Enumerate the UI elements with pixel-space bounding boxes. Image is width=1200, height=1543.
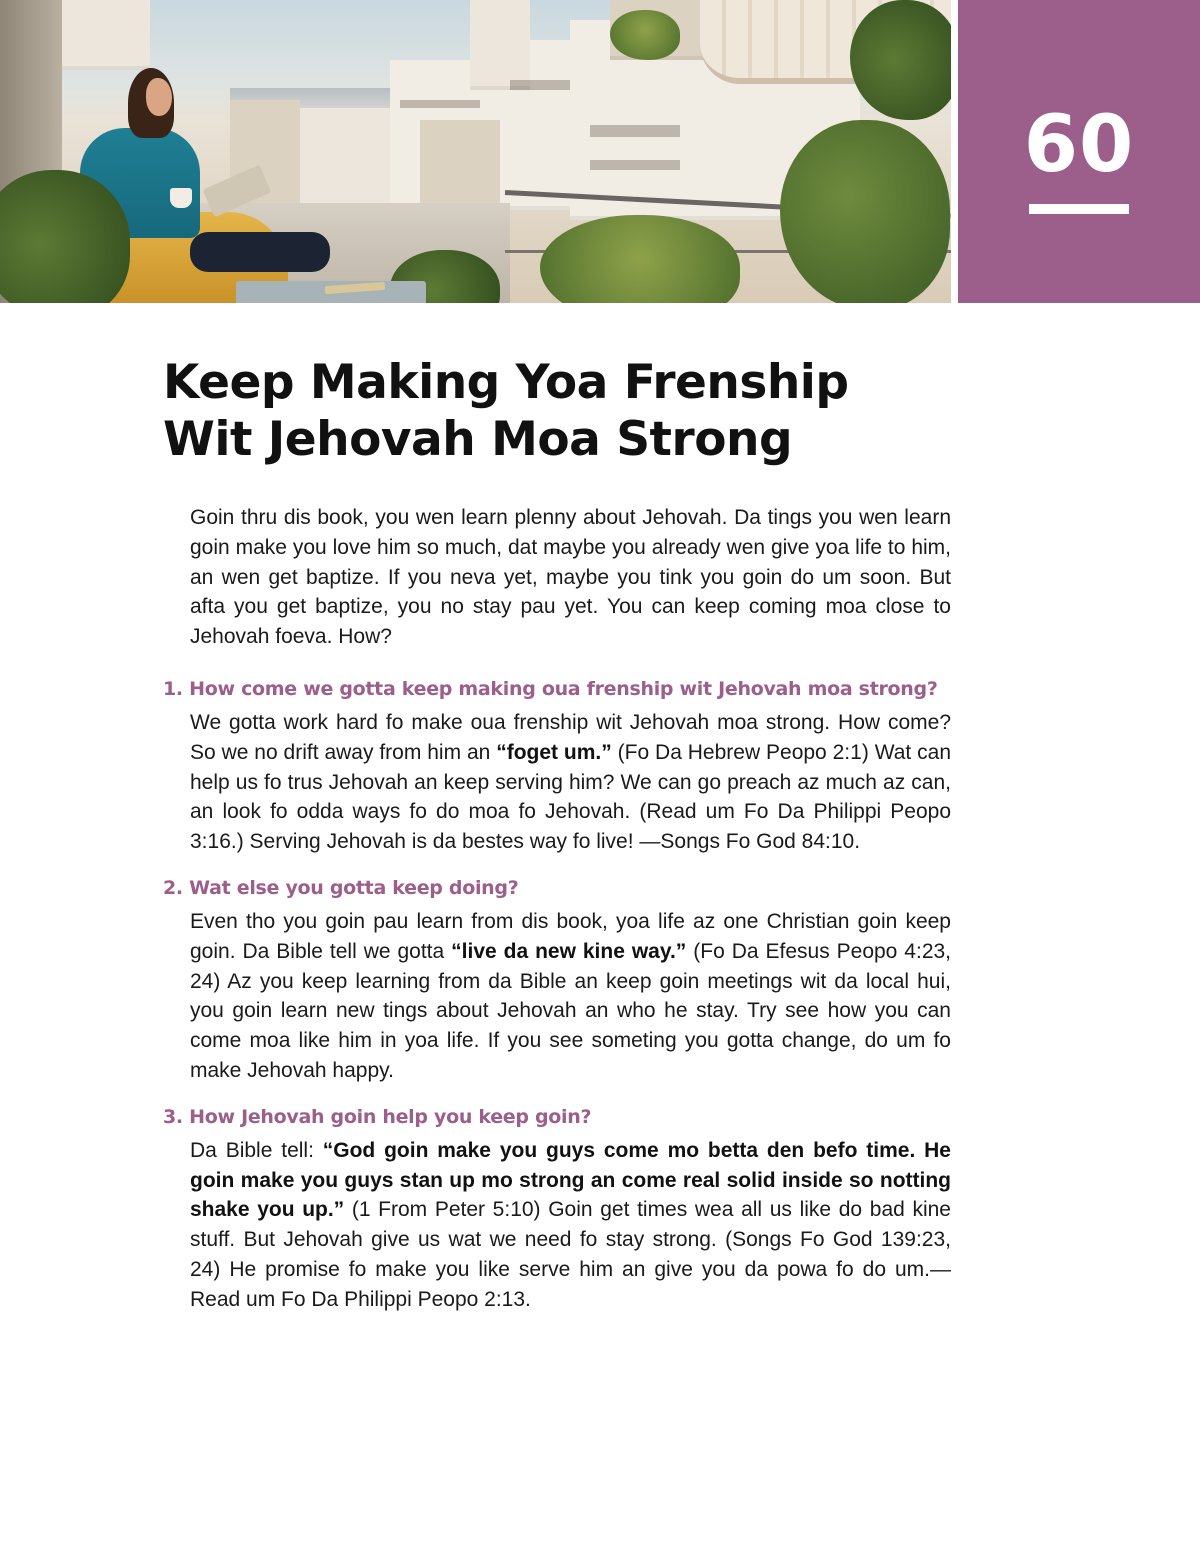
woman-face bbox=[146, 78, 172, 116]
paragraph-text: (1 From Peter 5:10) Goin get times wea all us like do bad kine stuff. But Jehovah give us wat we need fo stay strong. (Songs Fo God 139:23, 24) He promise fo make you like serve him an give you da powa fo do um.—Read um Fo Da Philippi Peopo 2:13. bbox=[190, 1198, 951, 1311]
article-body bbox=[163, 503, 951, 1333]
rooftop-plant bbox=[610, 10, 680, 60]
city-building bbox=[60, 0, 150, 70]
section-paragraph bbox=[190, 708, 951, 857]
window bbox=[590, 125, 680, 137]
coffee-cup bbox=[170, 188, 192, 208]
section-paragraph bbox=[190, 1136, 951, 1315]
paragraph-text: We gotta work hard fo make oua frenship wit Jehovah moa strong. How come? So we no drift away from him an bbox=[190, 710, 951, 764]
paragraph-text: Da Bible tell: bbox=[190, 1138, 323, 1162]
section-1 bbox=[163, 676, 951, 857]
window bbox=[590, 160, 680, 170]
paragraph-text: Even tho you goin pau learn from dis book, yoa life az one Christian goin keep goin. Da Bible tell we gotta bbox=[190, 909, 951, 963]
section-3 bbox=[163, 1104, 951, 1315]
section-question: 2. Wat else you gotta keep doing? bbox=[163, 876, 519, 899]
city-building bbox=[470, 0, 530, 90]
section-question: 1. How come we gotta keep making oua frenship wit Jehovah moa strong? bbox=[163, 677, 938, 700]
balcony-plant bbox=[540, 215, 740, 303]
scripture-quote: “foget um.” bbox=[496, 740, 612, 764]
window bbox=[400, 100, 480, 108]
chapter-rule bbox=[1029, 204, 1129, 214]
intro-paragraph: Goin thru dis book, you wen learn plenny about Jehovah. Da tings you wen learn goin make you love him so much, dat maybe you already wen give yoa life to him, an wen get baptize. If you neva yet, maybe you tink you goin do um soon. But afta you get baptize, you no stay pau yet. You can keep coming moa close to Jehovah foeva. How? bbox=[190, 506, 951, 649]
woman-legs bbox=[190, 232, 330, 272]
page-title-line-2: Wit Jehovah Moa Strong bbox=[163, 412, 793, 467]
window bbox=[510, 80, 570, 90]
section-question: 3. How Jehovah goin help you keep goin? bbox=[163, 1105, 592, 1128]
paragraph-text: (Fo Da Hebrew Peopo 2:1) Wat can help us fo trus Jehovah an keep serving him? We can go preach az much az can, an look fo odda ways fo do moa fo Jehovah. (Read um Fo Da Philippi Peopo 3:16.) Serving Jehovah is da bestes way fo live! —Songs Fo God 84:10. bbox=[190, 740, 951, 854]
scripture-quote: “God goin make you guys come mo betta den befo time. He goin make you guys stan up mo strong an come real solid inside so notting shake you up.” bbox=[190, 1138, 951, 1222]
paragraph-text: (Fo Da Efesus Peopo 4:23, 24) Az you keep learning from da Bible an keep goin meetings wit da local hui, you goin learn new tings about Jehovah an who he stay. Try see how you can come moa like him in yoa life. If you see someting you gotta change, do um fo make Jehovah happy. bbox=[190, 939, 952, 1082]
hero-photo bbox=[0, 0, 951, 303]
section-2 bbox=[163, 875, 951, 1086]
hanging-plant bbox=[850, 0, 951, 120]
potted-plant bbox=[780, 120, 950, 303]
chapter-tab bbox=[958, 0, 1200, 303]
city-building bbox=[420, 120, 510, 210]
chapter-number: 60 bbox=[1023, 100, 1135, 190]
section-paragraph bbox=[190, 907, 951, 1086]
scripture-quote: “live da new kine way.” bbox=[451, 939, 687, 963]
city-building bbox=[300, 108, 390, 208]
page-title-line-1: Keep Making Yoa Frenship bbox=[163, 355, 849, 410]
page-title bbox=[163, 354, 963, 468]
